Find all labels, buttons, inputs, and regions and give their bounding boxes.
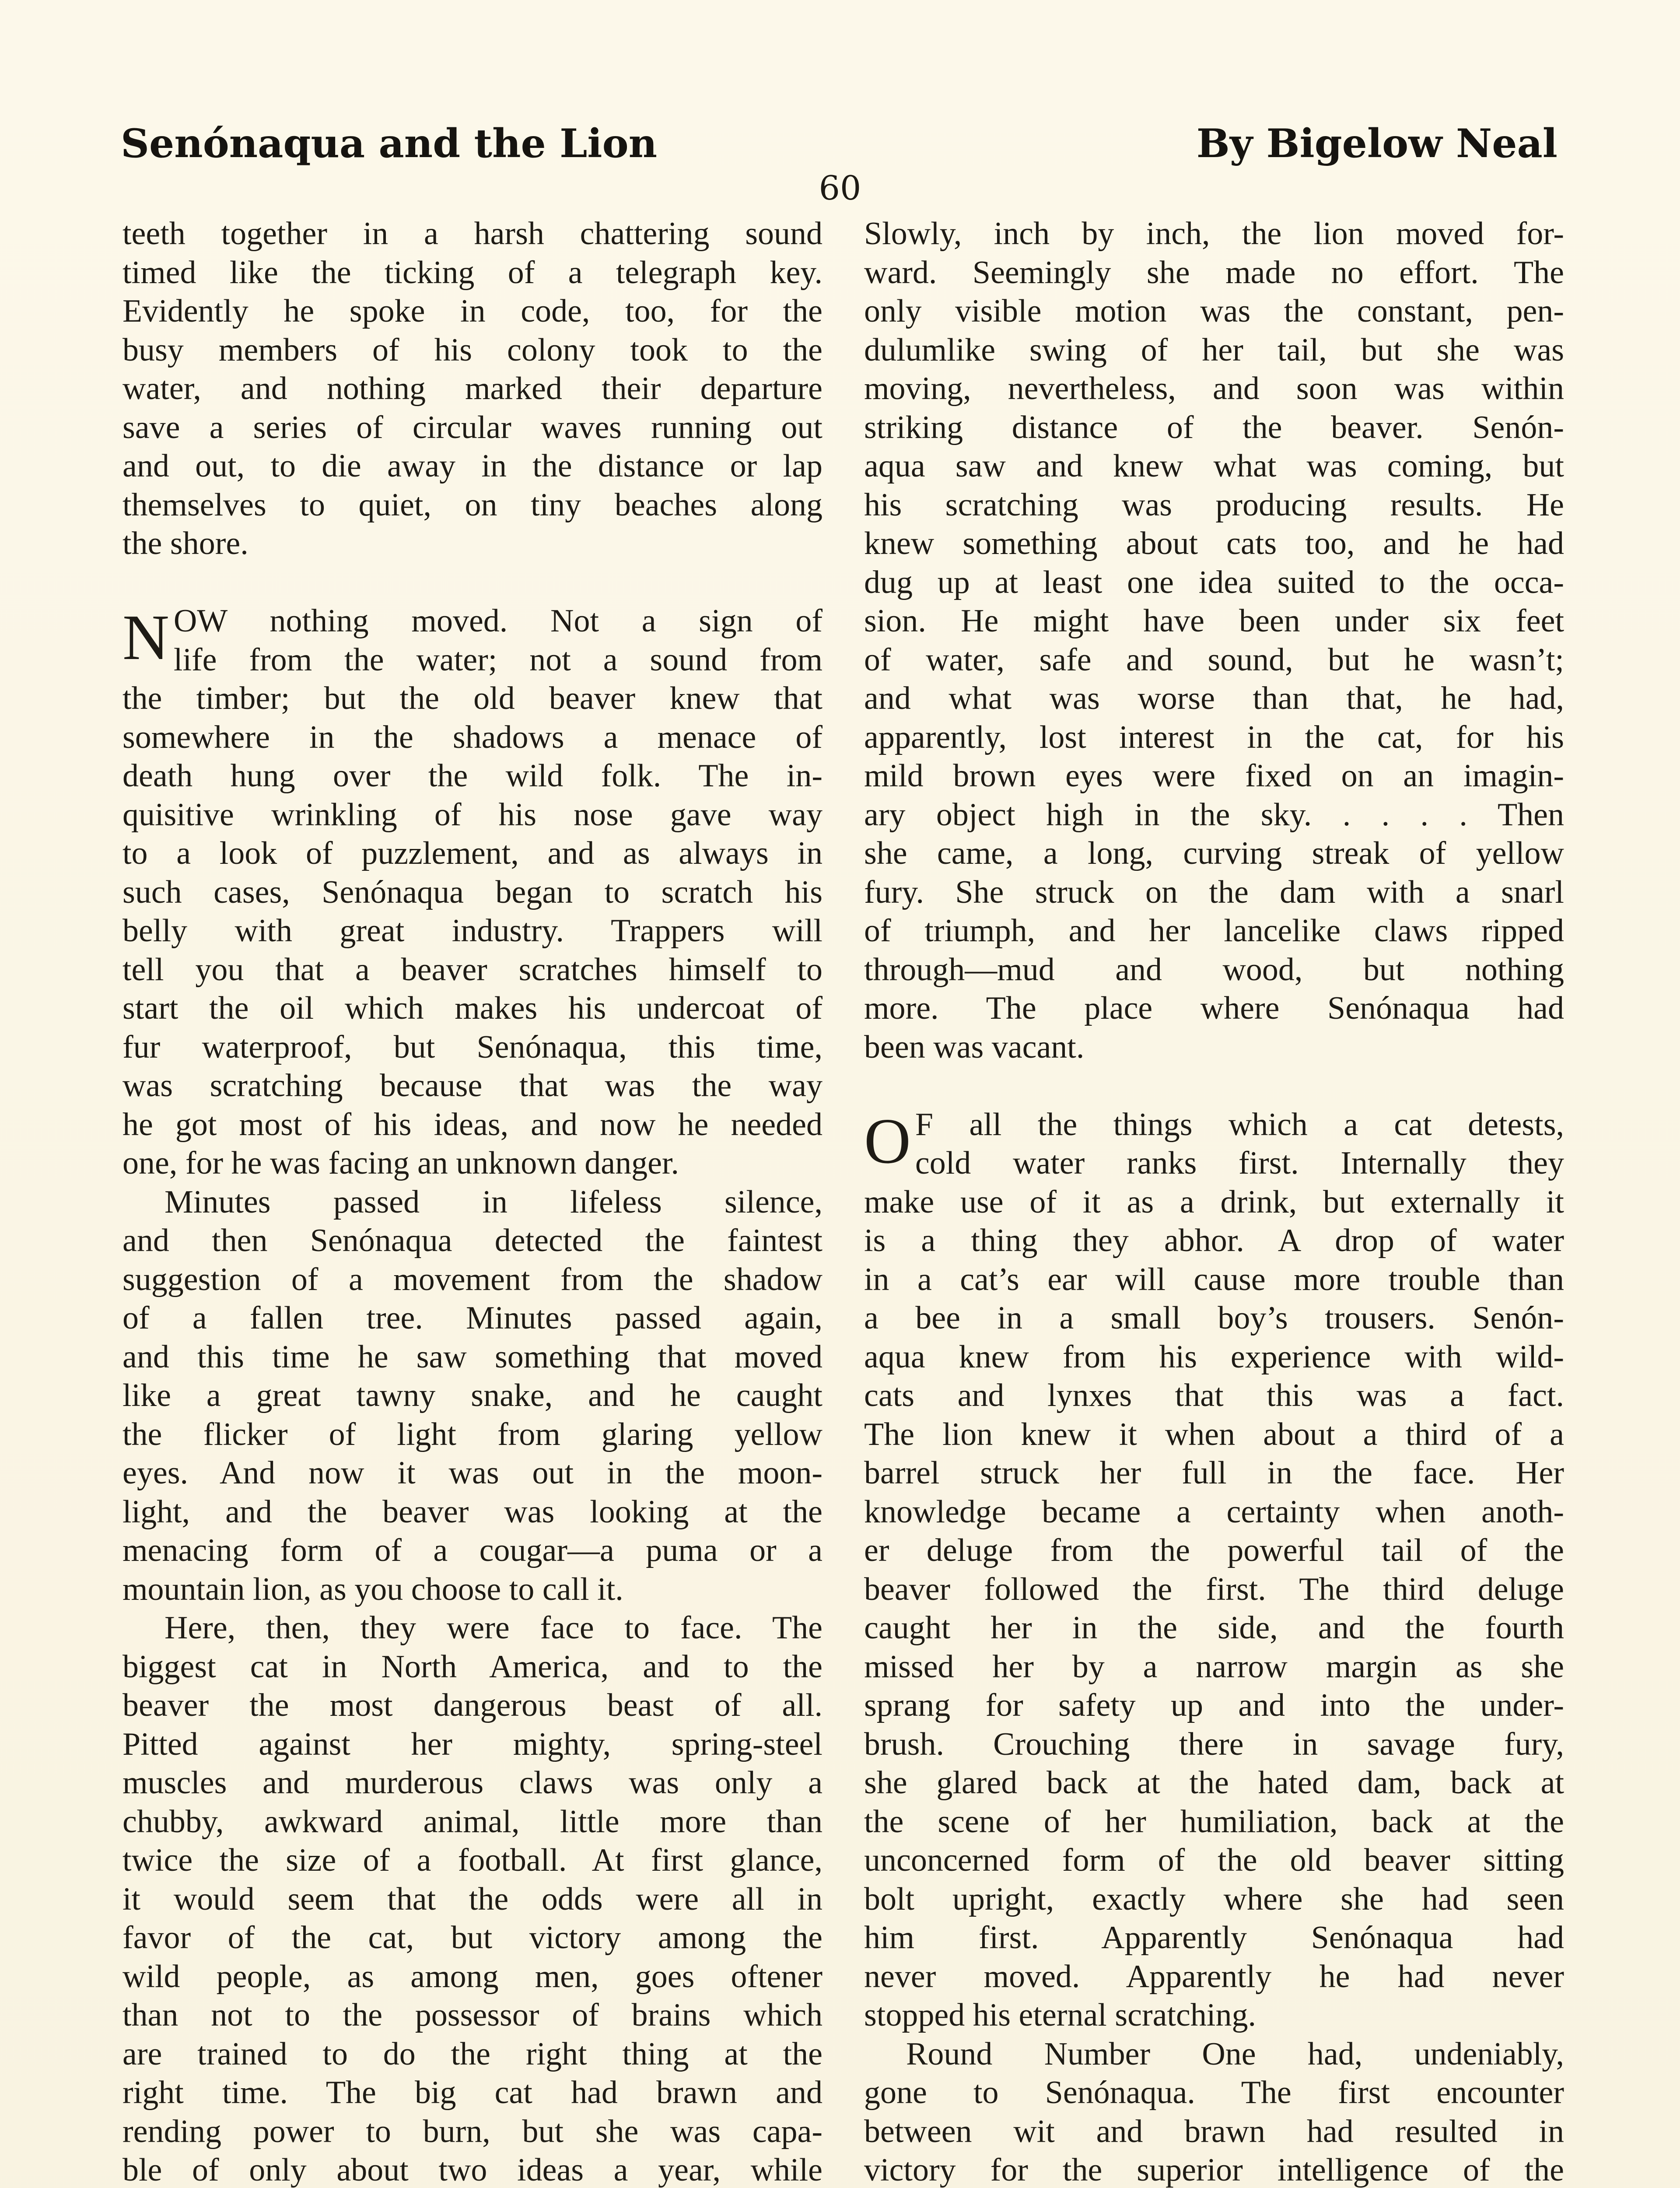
text-line: The lion knew it when about a third of a <box>864 1416 1564 1452</box>
text-line: striking distance of the beaver. Senón- <box>864 409 1564 445</box>
text-line: dug up at least one idea suited to the occa- <box>864 564 1564 600</box>
text-line: than not to the possessor of brains which <box>122 1997 822 2033</box>
text-line: the scene of her humiliation, back at the <box>864 1803 1564 1840</box>
text-line: quisitive wrinkling of his nose gave way <box>122 796 822 833</box>
text-line: never moved. Apparently he had never <box>864 1958 1564 1995</box>
text-line: knew something about cats too, and he had <box>864 526 1564 561</box>
text-line: ble of only about two ideas a year, while <box>122 2152 822 2188</box>
paragraph <box>122 1609 822 2188</box>
paragraph <box>122 1183 822 1609</box>
text-line: suggestion of a movement from the shadow <box>122 1261 822 1297</box>
text-line: and what was worse than that, he had, <box>864 680 1564 716</box>
text-line: chubby, awkward animal, little more than <box>122 1803 822 1840</box>
text-line: fur waterproof, but Senónaqua, this time, <box>122 1029 822 1065</box>
text-line: she glared back at the hated dam, back at <box>864 1765 1564 1801</box>
text-line: are trained to do the right thing at the <box>122 2036 822 2072</box>
text-line: mild brown eyes were fixed on an imagin- <box>864 758 1564 794</box>
text-line: somewhere in the shadows a menace of <box>122 719 822 755</box>
paragraph-gap <box>864 1066 1564 1105</box>
text-line: er deluge from the powerful tail of the <box>864 1532 1564 1568</box>
text-line: apparently, lost interest in the cat, for his <box>864 719 1564 755</box>
text-line: muscles and murderous claws was only a <box>122 1765 822 1801</box>
text-line: unconcerned form of the old beaver sitting <box>864 1842 1564 1878</box>
text-line: the shore. <box>122 526 248 561</box>
text-line: aqua knew from his experience with wild- <box>864 1339 1564 1375</box>
paragraph <box>122 214 822 563</box>
text-line: wild people, as among men, goes oftener <box>122 1958 822 1995</box>
text-line: stopped his eternal scratching. <box>864 1997 1256 2033</box>
text-line: right time. The big cat had brawn and <box>122 2075 822 2111</box>
text-line: in a cat’s ear will cause more trouble than <box>864 1261 1564 1297</box>
text-line: through—mud and wood, but nothing <box>864 951 1564 988</box>
text-line: teeth together in a harsh chattering sound <box>122 216 822 252</box>
text-line: belly with great industry. Trappers will <box>122 913 822 949</box>
text-line: sion. He might have been under six feet <box>864 603 1564 639</box>
text-line: aqua saw and knew what was coming, but <box>864 448 1564 484</box>
paragraph-gap <box>122 563 822 602</box>
text-line: rending power to burn, but she was capa- <box>122 2113 822 2149</box>
text-line: knowledge became a certainty when anoth- <box>864 1494 1564 1530</box>
text-line: ward. Seemingly she made no effort. The <box>864 254 1564 291</box>
text-column-left <box>122 214 822 2188</box>
text-line: light, and the beaver was looking at the <box>122 1494 822 1530</box>
text-line: Evidently he spoke in code, too, for the <box>122 293 822 329</box>
text-line: brush. Crouching there in savage fury, <box>864 1726 1564 1762</box>
paragraph <box>864 214 1564 1066</box>
text-line: more. The place where Senónaqua had <box>864 990 1564 1026</box>
text-line: the timber; but the old beaver knew that <box>122 680 822 716</box>
text-line: death hung over the wild folk. The in- <box>122 758 822 794</box>
paragraph <box>864 1105 1564 2035</box>
text-line: of a fallen tree. Minutes passed again, <box>122 1300 822 1336</box>
text-line: only visible motion was the constant, pen- <box>864 293 1564 329</box>
text-line: water, and nothing marked their departure <box>122 371 822 407</box>
text-line: of triumph, and her lancelike claws ripped <box>864 913 1564 949</box>
drop-cap: O <box>864 1105 911 1177</box>
text-line: cold water ranks first. Internally they <box>915 1145 1564 1181</box>
text-line: start the oil which makes his undercoat of <box>122 990 822 1026</box>
text-line: busy members of his colony took to the <box>122 332 822 368</box>
text-line: and out, to die away in the distance or lap <box>122 448 822 484</box>
text-line: sprang for safety up and into the under- <box>864 1687 1564 1723</box>
text-line: eyes. And now it was out in the moon- <box>122 1455 822 1491</box>
text-line: menacing form of a cougar—a puma or a <box>122 1532 822 1568</box>
text-line: Round Number One had, undeniably, <box>906 2036 1564 2072</box>
text-line: ary object high in the sky. . . . . Then <box>864 796 1564 833</box>
text-line: his scratching was producing results. He <box>864 487 1564 523</box>
text-line: between wit and brawn had resulted in <box>864 2113 1564 2149</box>
text-line: him first. Apparently Senónaqua had <box>864 1920 1564 1956</box>
text-line: like a great tawny snake, and he caught <box>122 1378 822 1413</box>
text-line: themselves to quiet, on tiny beaches along <box>122 487 822 523</box>
paragraph <box>864 2035 1564 2188</box>
text-line: such cases, Senónaqua began to scratch his <box>122 874 822 910</box>
text-line: beaver the most dangerous beast of all. <box>122 1687 822 1723</box>
text-line: it would seem that the odds were all in <box>122 1881 822 1917</box>
text-line: and this time he saw something that moved <box>122 1339 822 1375</box>
text-line: tell you that a beaver scratches himself to <box>122 951 822 988</box>
text-line: barrel struck her full in the face. Her <box>864 1455 1564 1491</box>
text-line: Minutes passed in lifeless silence, <box>164 1184 822 1220</box>
text-line: Here, then, they were face to face. The <box>164 1610 822 1646</box>
text-line: beaver followed the first. The third deluge <box>864 1571 1564 1607</box>
text-line: to a look of puzzlement, and as always in <box>122 835 822 871</box>
text-line: dulumlike swing of her tail, but she was <box>864 332 1564 368</box>
text-line: victory for the superior intelligence of the <box>864 2152 1564 2188</box>
text-line: was scratching because that was the way <box>122 1068 822 1104</box>
text-column-right <box>864 214 1564 2188</box>
text-line: and then Senónaqua detected the faintest <box>122 1223 822 1259</box>
story-title: Senónaqua and the Lion <box>121 120 658 167</box>
text-line: biggest cat in North America, and to the <box>122 1648 822 1685</box>
drop-cap: N <box>122 602 169 673</box>
paragraph <box>122 602 822 1183</box>
text-line: OW nothing moved. Not a sign of <box>173 603 822 639</box>
author-byline: By Bigelow Neal <box>1196 120 1558 167</box>
text-line: fury. She struck on the dam with a snarl <box>864 874 1564 910</box>
text-line: a bee in a small boy’s trousers. Senón- <box>864 1300 1564 1336</box>
text-line: caught her in the side, and the fourth <box>864 1610 1564 1646</box>
running-header <box>121 117 1558 170</box>
text-line: been was vacant. <box>864 1029 1085 1065</box>
text-line: F all the things which a cat detests, <box>915 1106 1564 1143</box>
text-line: cats and lynxes that this was a fact. <box>864 1378 1564 1413</box>
text-line: save a series of circular waves running out <box>122 409 822 445</box>
text-line: one, for he was facing an unknown danger. <box>122 1145 679 1181</box>
text-line: Pitted against her mighty, spring-steel <box>122 1726 822 1762</box>
text-line: he got most of his ideas, and now he needed <box>122 1106 822 1143</box>
text-line: she came, a long, curving streak of yellow <box>864 835 1564 871</box>
text-line: timed like the ticking of a telegraph key. <box>122 254 822 291</box>
text-line: bolt upright, exactly where she had seen <box>864 1881 1564 1917</box>
text-line: moving, nevertheless, and soon was within <box>864 371 1564 407</box>
text-line: Slowly, inch by inch, the lion moved for- <box>864 216 1564 252</box>
text-line: the flicker of light from glaring yellow <box>122 1416 822 1452</box>
text-line: is a thing they abhor. A drop of water <box>864 1223 1564 1259</box>
text-line: twice the size of a football. At first glance, <box>122 1842 822 1878</box>
text-line: mountain lion, as you choose to call it. <box>122 1571 623 1607</box>
text-line: favor of the cat, but victory among the <box>122 1920 822 1956</box>
text-line: life from the water; not a sound from <box>173 642 822 678</box>
text-line: gone to Senónaqua. The first encounter <box>864 2075 1564 2111</box>
text-line: of water, safe and sound, but he wasn’t; <box>864 642 1564 678</box>
page-number: 60 <box>819 168 861 207</box>
text-line: make use of it as a drink, but externally it <box>864 1184 1564 1220</box>
text-line: missed her by a narrow margin as she <box>864 1648 1564 1685</box>
